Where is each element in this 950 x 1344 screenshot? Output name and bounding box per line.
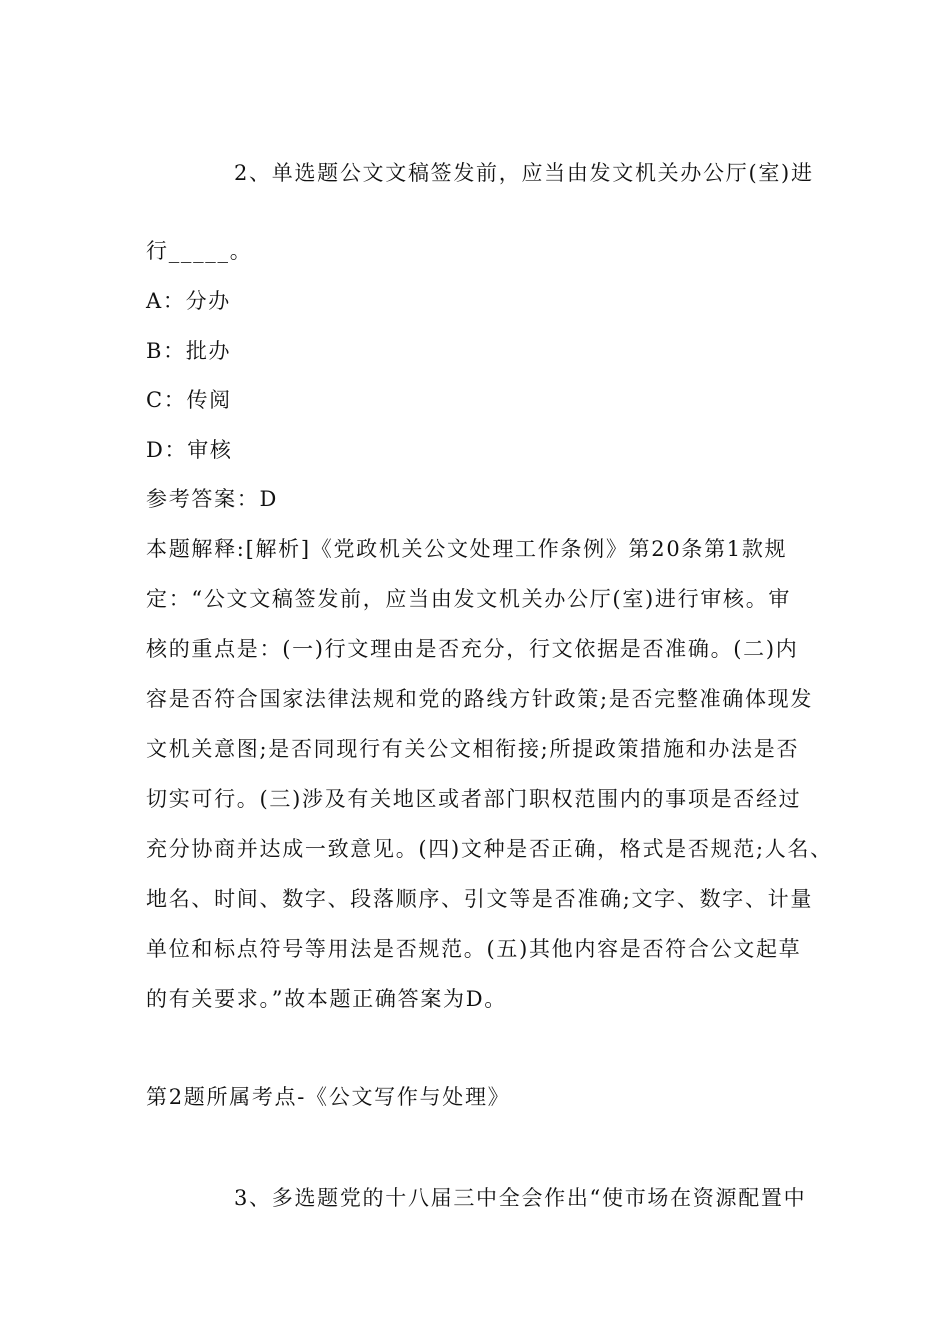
question-2-topic: 第2题所属考点-《公文写作与处理》 xyxy=(146,1085,511,1109)
explanation-line-2: 定：“公文文稿签发前，应当由发文机关办公厅(室)进行审核。审 xyxy=(146,587,792,611)
question-2-stem-line-2: 行_____。 xyxy=(146,239,253,263)
explanation-line-1: 本题解释:[解析]《党政机关公文处理工作条例》第20条第1款规 xyxy=(146,537,788,561)
question-2-option-d: D：审核 xyxy=(146,438,233,462)
explanation-line-8: 地名、时间、数字、段落顺序、引文等是否准确;文字、数字、计量 xyxy=(146,887,814,911)
question-2-option-c: C：传阅 xyxy=(146,388,232,412)
question-2-option-b: B：批办 xyxy=(146,339,232,363)
question-2-option-a: A：分办 xyxy=(146,289,231,313)
question-2-stem-line-1: 2、单选题公文文稿签发前，应当由发文机关办公厅(室)进 xyxy=(234,161,814,185)
explanation-line-9: 单位和标点符号等用法是否规范。(五)其他内容是否符合公文起草 xyxy=(146,937,802,961)
explanation-line-3: 核的重点是：(一)行文理由是否充分，行文依据是否准确。(二)内 xyxy=(146,637,799,661)
explanation-line-6: 切实可行。(三)涉及有关地区或者部门职权范围内的事项是否经过 xyxy=(146,787,802,811)
question-2-answer: 参考答案：D xyxy=(146,487,279,511)
explanation-line-10: 的有关要求。”故本题正确答案为D。 xyxy=(146,987,507,1011)
explanation-line-4: 容是否符合国家法律法规和党的路线方针政策;是否完整准确体现发 xyxy=(146,687,814,711)
explanation-line-5: 文机关意图;是否同现行有关公文相衔接;所提政策措施和办法是否 xyxy=(146,737,800,761)
explanation-line-7: 充分协商并达成一致意见。(四)文种是否正确，格式是否规范;人名、 xyxy=(146,837,833,861)
question-3-stem-line-1: 3、多选题党的十八届三中全会作出“使市场在资源配置中 xyxy=(234,1186,807,1210)
